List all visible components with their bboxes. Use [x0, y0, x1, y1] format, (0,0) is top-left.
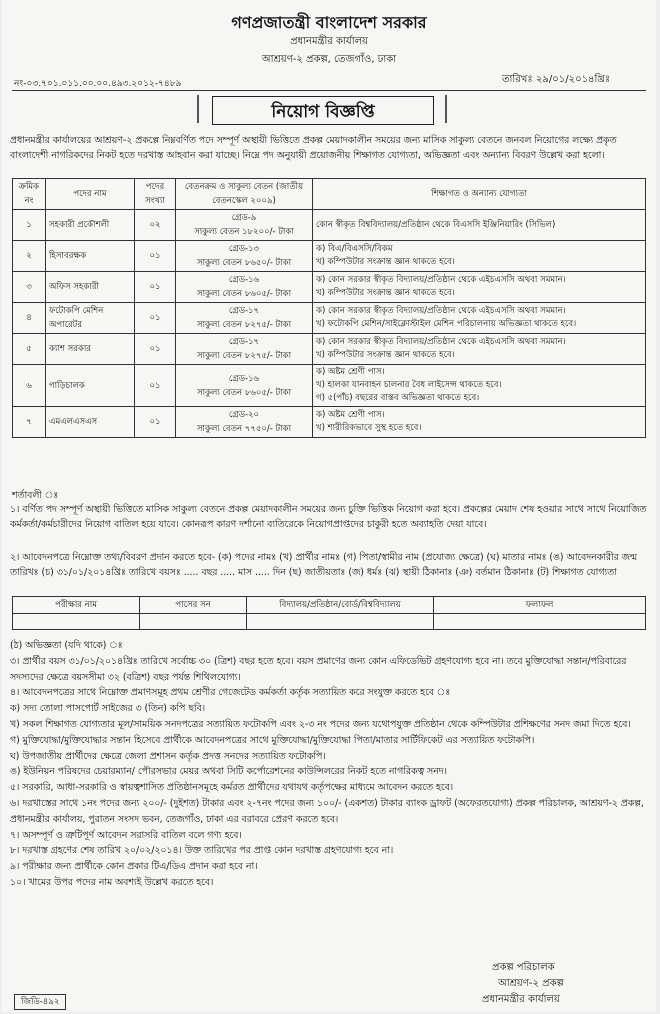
signature-role: প্রকল্প পরিচালক: [492, 962, 555, 973]
positions-table: [12, 178, 646, 438]
salary-text: সাকুল্য বেতন ৮৬০৫/- টাকা: [196, 289, 292, 299]
qualification-line: খ) কম্পিউটার সংক্রান্ত জ্ঞান থাকতে হবে।: [316, 288, 455, 298]
position-row: [13, 303, 646, 334]
position-row: [13, 365, 646, 407]
grade-text: গ্রেড-২০: [228, 410, 260, 420]
condition-line: ৯। পরীক্ষার জন্য প্রার্থীকে কোন প্রকার টিএ/ডিএ প্রদান করা হবে না।: [10, 861, 258, 873]
edu-cell: [140, 614, 247, 630]
qualification-line: ক) কোন সরকার স্বীকৃত বিদ্যালয়/প্রতিষ্ঠান থেকে এইচএসসি অথবা সমমান।: [316, 337, 566, 347]
qualification-line: কোন স্বীকৃত বিশ্ববিদ্যালয়/প্রতিষ্ঠান থেকে বিএসসি ইঞ্জিনিয়ারিং (সিভিল): [316, 219, 556, 230]
intro-paragraph: প্রধানমন্ত্রীর কার্যালয়ের আশ্রয়ণ-২ প্রকল্পে নিম্নবর্ণিত পদে সম্পূর্ণ অস্থায়ী ভিত্তিতে প্রকল্প মেয়াদকালীন সময়ের জন্য মাসিক সাকুল্য বেতনে জনবল নিয়োগের লক্ষ্যে প্রকৃত বাংলাদেশী নাগরিকদের নিকট হতে দরখাস্ত আহবান করা যাচ্ছে। নিম্নে পদ অনুযায়ী প্রয়োজনীয় শিক্ষাগত যোগ্যতা, অভিজ্ঞতা এবং অন্যান্য বিবরণ উল্লেখ করা হলো।: [10, 135, 617, 161]
term-1: ১। বর্ণিত পদ সম্পূর্ণ অস্থায়ী ভিত্তিতে মাসিক সাকুল্য বেতনে প্রকল্প মেয়াদকালীন সময়ের জন্য চুক্তি ভিত্তিক নিয়োগ করা হবে। প্রকল্পের মেয়াদ শেষ হওয়ার সাথে সাথে নিয়োজিত কর্মকর্তা/কর্মচারীদের নিয়োগ বাতিল হয়ে যাবে। কোনরূপ কারণ দর্শানো ব্যতিরেকে নিয়োগপ্রাপ্তদের চাকুরী হতে অব্যাহতি দেয়া যাবে।: [10, 504, 647, 530]
condition-line: ১০। খামের উপর পদের নাম অবশ্যই উল্লেখ করতে হবে।: [10, 876, 214, 888]
serial-cell: ৫: [13, 334, 46, 365]
grade-text: গ্রেড-১৭: [228, 337, 260, 347]
qualification-line: ক) অষ্টম শ্রেণী পাস।: [316, 367, 385, 377]
post-cell: ক্যাশ সরকার: [46, 334, 135, 365]
condition-line: ঙ) ইউনিয়ন পরিষদের চেয়ারম্যান/ পৌরসভার মেয়র অথবা সিটি কর্পোরেশনের কাউন্সিলরের নিকট হতে নাগরিকত্ব সনদ।: [10, 766, 447, 778]
qualification-cell: [313, 303, 646, 334]
salary-text: সাকুল্য বেতন ৭৭৫০/- টাকা: [196, 424, 292, 434]
condition-line: ঘ) উপজাতীয় প্রার্থীদের ক্ষেত্রে জেলা প্রশাসন কর্তৃক প্রদত্ত সনদের সত্যায়িত ফটোকপি।: [10, 750, 326, 762]
th-qualification: শিক্ষাগত ও অন্যান্য যোগ্যতা: [313, 179, 646, 210]
title-bar-left: [197, 95, 199, 123]
position-row: [13, 272, 646, 303]
edu-col-institution: বিদ্যালয়/প্রতিষ্ঠান/বোর্ড/বিশ্ববিদ্যালয়: [247, 597, 434, 614]
condition-line: ক) সদ্য তোলা পাসপোর্ট সাইজের ৩ (তিন) কপি ছবি।: [10, 703, 206, 715]
edu-col-exam: পরীক্ষার নাম: [13, 597, 140, 614]
header-rule: [12, 90, 646, 91]
post-cell: ফটোকপি মেশিন অপারেটর: [46, 303, 135, 334]
salary-text: সাকুল্য বেতন ৮৬৫০/- টাকা: [196, 258, 292, 268]
position-row: [13, 210, 646, 241]
condition-line: ৬। দরখাস্তের সাথে ১নং পদের জন্য ২০০/- (দুইশত) টাকার এবং ২-৭নং পদের জন্য ১০০/- (একশত) টাকার ব্যাংক ড্রাফট (অফেরতযোগ্য) প্রকল্প পরিচালক, আশ্রয়ণ-২ প্রকল্প, প্রধানমন্ত্রীর কার্যালয়, পুরাতন সংসদ ভবন, তেজগাঁও, ঢাকা এর বরাবরে প্রেরণ করতে হবে।: [10, 797, 644, 825]
salary-cell: [176, 241, 313, 272]
signature-project: আশ্রয়ণ-২ প্রকল্প: [498, 978, 564, 989]
qualification-line: ক) কোন সরকার স্বীকৃত বিদ্যালয়/প্রতিষ্ঠান থেকে এইচএসসি অথবা সমমান।: [316, 306, 566, 316]
salary-cell: [176, 210, 313, 241]
grade-text: গ্রেড-১৭: [228, 306, 260, 316]
count-cell: ০১: [135, 303, 176, 334]
position-row: [13, 241, 646, 272]
edu-col-year: পাসের সন: [140, 597, 247, 614]
qualification-cell: [313, 407, 646, 438]
qualification-cell: [313, 210, 646, 241]
count-cell: ০১: [135, 241, 176, 272]
position-row: [13, 334, 646, 365]
serial-cell: ৩: [13, 272, 46, 303]
qualification-line: খ) ফটোকপি মেশিন/সাইক্লোস্টাইল মেশিন পরিচালনায় অভিজ্ঞতা থাকতে হবে।: [316, 319, 577, 329]
education-table: [12, 596, 646, 630]
qualification-cell: [313, 241, 646, 272]
salary-cell: [176, 303, 313, 334]
condition-line: ৪। আবেদনপত্রের সাথে নিম্নোক্ত প্রমাণসমূহ প্রথম শ্রেণীর গেজেটেড কর্মকর্তা কর্তৃক সত্যায়িত করে সংযুক্ত করতে হবে ঃ: [10, 687, 451, 699]
serial-cell: ১: [13, 210, 46, 241]
th-count: পদের সংখ্যা: [135, 179, 176, 210]
th-salary: বেতনক্রম ও সাকুল্য বেতন (জাতীয় বেতনস্কেল ২০০৯): [176, 179, 313, 210]
salary-cell: [176, 407, 313, 438]
qualification-line: খ) কম্পিউটার সংক্রান্ত জ্ঞান থাকতে হবে।: [316, 257, 455, 267]
count-cell: ০১: [135, 365, 176, 407]
count-cell: ০২: [135, 210, 176, 241]
conditions-list: [10, 638, 650, 891]
grade-text: গ্রেড-১৬: [228, 275, 260, 285]
edu-cell: [13, 614, 140, 630]
qualification-cell: [313, 334, 646, 365]
edu-col-result: ফলাফল: [434, 597, 646, 614]
position-row: [13, 407, 646, 438]
serial-cell: ২: [13, 241, 46, 272]
notice-date: তারিখঃ ২৯/০১/২০১৪খ্রিঃ: [502, 74, 611, 85]
condition-line: ৩। প্রার্থীর বয়স ৩১/০১/২০১৪খ্রিঃ তারিখে সর্বোচ্চ ৩০ (ত্রিশ) বছর হতে হবে। বয়স প্রমাণের জন্য কোন এফিডেভিট গ্রহণযোগ্য হবে না। তবে মুক্তিযোদ্ধা সন্তান/পরিবারের সদস্যদের ক্ষেত্রে বয়সসীমা ৩২ (বত্রিশ) বছর পর্যন্ত শিথিলযোগ্য।: [10, 655, 627, 683]
salary-text: সাকুল্য বেতন ৮৬০৫/- টাকা: [196, 387, 292, 398]
qualification-line: খ) কম্পিউটার সংক্রান্ত জ্ঞান থাকতে হবে।: [316, 350, 455, 360]
grade-text: গ্রেড-১৩: [228, 244, 260, 254]
salary-cell: [176, 334, 313, 365]
qualification-cell: [313, 365, 646, 407]
gd-code-box: জিডি-৪৯২: [14, 994, 66, 1010]
condition-line: (ঠ) অভিজ্ঞতা (যদি থাকে) ঃ: [10, 640, 123, 651]
serial-cell: ৬: [13, 365, 46, 407]
title-box: [212, 96, 434, 125]
qualification-line: খ) হালকা যানবাহন চালনার বৈধ লাইসেন্স থাকতে হবে।: [316, 380, 502, 390]
title-bar-right: [445, 95, 447, 123]
th-serial: ক্রমিক নং: [13, 179, 46, 210]
condition-line: ৭। অসম্পূর্ণ ও ত্রুটিপূর্ণ আবেদন সরাসরি বাতিল বলে গণ্য হবে।: [10, 829, 242, 841]
qualification-line: খ) শারীরিকভাবে সুস্থ হতে হবে।: [316, 423, 422, 433]
condition-line: ৫। সরকারি, আধা-সরকারি ও স্বায়ত্বশাসিত প্রতিষ্ঠানসমূহে কর্মরত প্রার্থীদের যথাযথ কর্তৃপক্ষের মাধ্যমে আবেদন করতে হবে।: [10, 782, 454, 794]
qualification-line: ক) অষ্টম শ্রেণী পাস।: [316, 410, 385, 420]
th-post: পদের নাম: [46, 179, 135, 210]
serial-cell: ৭: [13, 407, 46, 438]
post-cell: সহকারী প্রকৌশলী: [46, 210, 135, 241]
project-address: আশ্রয়ণ-২ প্রকল্প, তেজগাঁও, ঢাকা: [261, 54, 397, 65]
govt-heading: গণপ্রজাতন্ত্রী বাংলাদেশ সরকার: [231, 13, 427, 32]
post-cell: অফিস সহকারী: [46, 272, 135, 303]
terms-heading: শর্তাবলী ঃ: [12, 490, 59, 501]
post-cell: গাড়িচালক: [46, 365, 135, 407]
count-cell: ০১: [135, 334, 176, 365]
count-cell: ০১: [135, 407, 176, 438]
office-name: প্রধানমন্ত্রীর কার্যালয়: [290, 36, 368, 47]
grade-text: গ্রেড-১৬: [228, 373, 260, 384]
salary-cell: [176, 365, 313, 407]
condition-line: ৮। দরখাস্ত গ্রহণের শেষ তারিখ ২০/০২/২০১৪। উক্ত তারিখের পর প্রাপ্ত কোন দরখাস্ত গ্রহণযোগ্য হবে না।: [10, 845, 394, 857]
salary-text: সাকুল্য বেতন ৮২৭৫/- টাকা: [196, 351, 292, 361]
condition-line: খ) সকল শিক্ষাগত যোগ্যতার মূল/সাময়িক সনদপত্রের সত্যায়িত ফটোকপি এবং ২-৩ নং পদের জন্য যথোপযুক্ত প্রতিষ্ঠান থেকে কম্পিউটার প্রশিক্ষণের সনদ জমা দিতে হবে।: [10, 718, 631, 730]
memo-number: নং-০৩.৭০১.০১১.০০.০০.৪৯৩.২০১২-৭৪৮৯: [14, 79, 182, 89]
salary-text: সাকুল্য বেতন ৮২৭৫/- টাকা: [196, 320, 292, 330]
count-cell: ০১: [135, 272, 176, 303]
qualification-line: গ) ৫(পাঁচ) বছরের বাস্তব অভিজ্ঞতা থাকতে হবে।: [316, 393, 480, 403]
salary-text: সাকুল্য বেতন ১৮২০০/- টাকা: [194, 227, 294, 237]
qualification-line: ক) কোন সরকার স্বীকৃত বিদ্যালয়/প্রতিষ্ঠান থেকে এইচএসসি অথবা সমমান।: [316, 275, 566, 285]
post-cell: হিসাবরক্ষক: [46, 241, 135, 272]
grade-text: গ্রেড-৯: [231, 213, 257, 223]
term-2: ২। আবেদনপত্রে নিম্নোক্ত তথ্য/বিবরণ প্রদান করতে হবে- (ক) পদের নামঃ (খ) প্রার্থীর নামঃ (গ) পিতা/স্বামীর নাম (প্রযোজ্য ক্ষেত্রে) (ঘ) মাতার নামঃ (ঙ) আবেদনকারীর জন্ম তারিখঃ (চ) ৩১/০১/২০১৪খ্রিঃ তারিখে বয়সঃ ..... বছর ..... মাস ..... দিন (ছ) জাতীয়তাঃ (জ) ধর্মঃ (ঝ) স্থায়ী ঠিকানাঃ (ঞ) বর্তমান ঠিকানাঃ (ট) শিক্ষাগত যোগ্যতা: [10, 552, 638, 578]
edu-cell: [434, 614, 646, 630]
edu-cell: [247, 614, 434, 630]
condition-line: গ) মুক্তিযোদ্ধা/মুক্তিযোদ্ধার সন্তান হিসেবে প্রার্থীকে আবেদনপত্রের সাথে মুক্তিযোদ্ধা/মুক্তিযোদ্ধা পিতা/মাতার সার্টিফিকেট এর সত্যায়িত ফটোকপি।: [10, 734, 535, 746]
qualification-cell: [313, 272, 646, 303]
notice-title: নিয়োগ বিজ্ঞপ্তি: [271, 102, 375, 122]
notice-page: [2, 0, 656, 1012]
qualification-line: ক) বিএ/বিএসসি/বিকম: [316, 244, 393, 254]
post-cell: এমএলএসএস: [46, 407, 135, 438]
serial-cell: ৪: [13, 303, 46, 334]
salary-cell: [176, 272, 313, 303]
positions-body: [13, 210, 646, 438]
signature-office: প্রধানমন্ত্রীর কার্যালয়: [482, 994, 560, 1005]
